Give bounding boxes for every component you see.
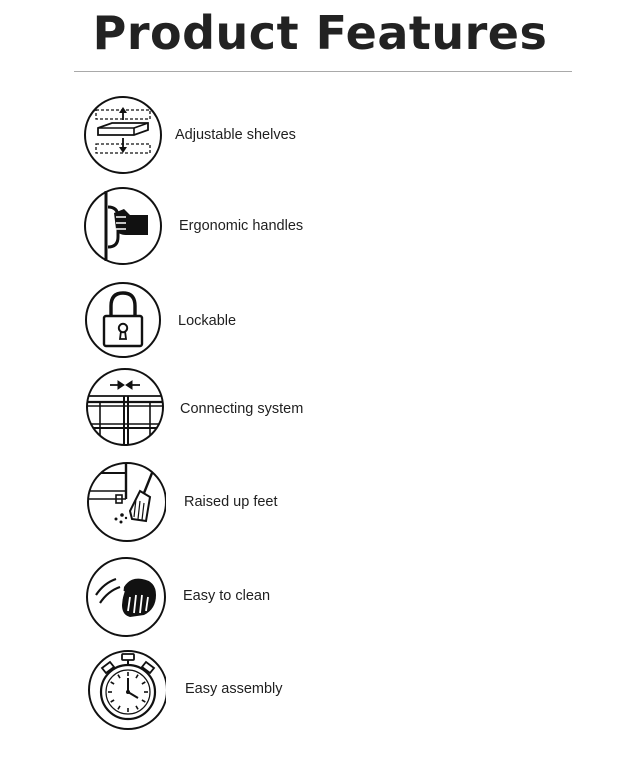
feature-item-lockable: [80, 278, 540, 364]
adjustable-shelves-icon: [80, 92, 166, 178]
ergonomic-handle-icon: [80, 183, 166, 269]
padlock-icon: [80, 278, 166, 364]
feature-item-ergonomic-handles: [80, 183, 540, 269]
feature-item-raised-up-feet: [80, 459, 540, 545]
feature-item-easy-to-clean: [80, 553, 540, 639]
page-title: Product Features: [92, 6, 548, 60]
title-divider: [74, 71, 572, 72]
feature-label: Connecting system: [180, 401, 304, 417]
feature-item-connecting-system: [80, 366, 540, 452]
connecting-system-icon: [80, 366, 166, 452]
feature-label: Easy assembly: [185, 681, 283, 697]
feature-item-adjustable-shelves: [80, 92, 540, 178]
stopwatch-icon: [80, 646, 166, 732]
feature-label: Easy to clean: [183, 588, 271, 604]
feature-item-easy-assembly: [80, 646, 540, 732]
feature-label: Raised up feet: [184, 494, 278, 510]
hand-wiping-icon: [80, 553, 166, 639]
feature-label: Lockable: [178, 313, 237, 329]
feature-label: Adjustable shelves: [175, 127, 296, 143]
feature-label: Ergonomic handles: [179, 218, 304, 234]
broom-sweeping-icon: [80, 459, 166, 545]
